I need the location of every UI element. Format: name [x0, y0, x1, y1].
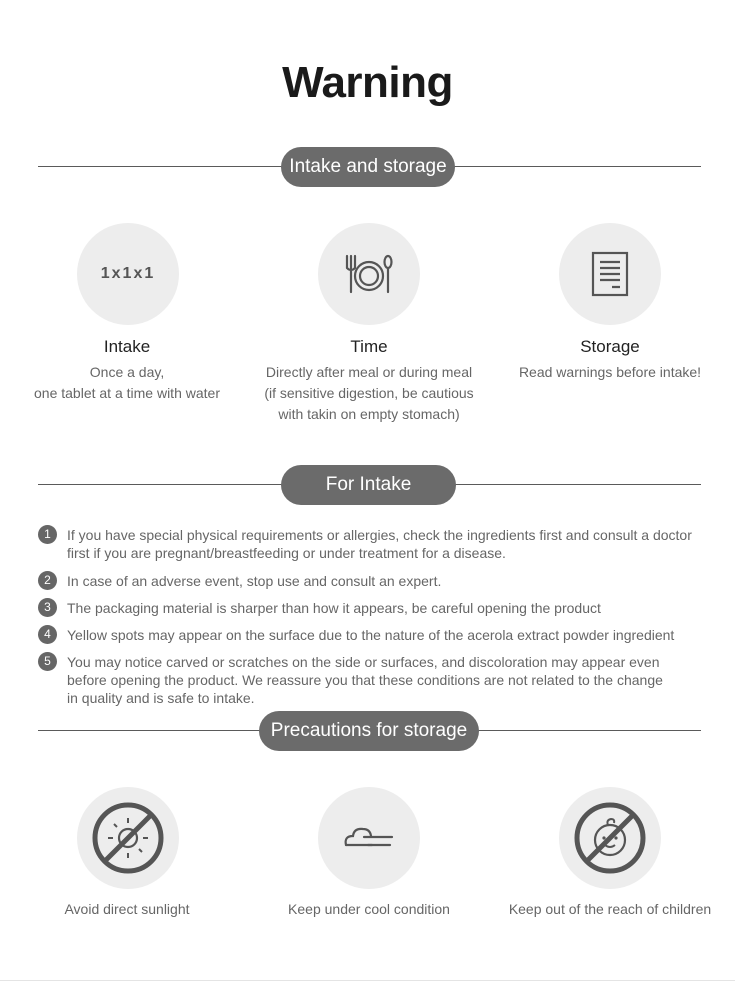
- time-desc-line: (if sensitive digestion, be cautious: [264, 385, 474, 401]
- storage-title: Storage: [580, 337, 640, 356]
- item-text: [67, 626, 707, 644]
- item-number-badge: 2: [38, 571, 57, 590]
- item-text-line: first if you are pregnant/breastfeeding or under treatment for a disease.: [67, 545, 506, 561]
- intake-title: Intake: [103, 337, 151, 356]
- cool-condition-label: Keep under cool condition: [288, 901, 450, 917]
- section-pill-precautions: Precautions for storage: [259, 711, 479, 751]
- item-number-badge: 5: [38, 652, 57, 671]
- plate-cutlery-icon: [341, 252, 397, 296]
- document-icon: [590, 250, 630, 298]
- intake-desc-line: Once a day,: [89, 364, 165, 380]
- item-text-line: You may notice carved or scratches on the side or surfaces, and discoloration may appear even: [67, 654, 660, 670]
- item-number-badge: 3: [38, 598, 57, 617]
- sunlight-icon-circle: [77, 787, 179, 889]
- time-desc-line: with takin on empty stomach): [278, 406, 460, 422]
- item-text-line: The packaging material is sharper than how it appears, be careful opening the product: [67, 600, 601, 616]
- item-text: [67, 599, 707, 617]
- children-reach-label: Keep out of the reach of children: [508, 901, 712, 917]
- time-desc-line: Directly after meal or during meal: [265, 364, 473, 380]
- item-text-line: In case of an adverse event, stop use and consult an expert.: [67, 573, 442, 589]
- section-pill-intake-storage: Intake and storage: [281, 147, 455, 187]
- storage-icon-circle: [559, 223, 661, 325]
- item-text: [67, 526, 707, 562]
- cool-air-icon: [342, 823, 396, 853]
- intake-desc-line: one tablet at a time with water: [34, 385, 220, 401]
- page-title: Warning: [282, 58, 453, 107]
- time-icon-circle: [318, 223, 420, 325]
- cool-icon-circle: [318, 787, 420, 889]
- item-text-line: If you have special physical requirements or allergies, check the ingredients first and consult a doctor: [67, 527, 692, 543]
- item-text: [67, 572, 707, 590]
- section-pill-for-intake: For Intake: [281, 465, 456, 505]
- item-text-line: Yellow spots may appear on the surface due to the nature of the acerola extract powder ingredient: [67, 627, 675, 643]
- item-text-line: before opening the product. We reassure you that these conditions are not related to the change: [67, 672, 663, 688]
- avoid-sunlight-label: Avoid direct sunlight: [64, 901, 190, 917]
- bottom-border: [0, 980, 735, 981]
- item-text-line: in quality and is safe to intake.: [67, 690, 255, 706]
- no-children-icon: [572, 800, 648, 876]
- ratio-icon: 1x1x1: [100, 265, 156, 282]
- no-sunlight-icon: [90, 800, 166, 876]
- item-text: [67, 653, 707, 707]
- intake-icon-circle: [77, 223, 179, 325]
- intake-description: [7, 362, 247, 404]
- item-number-badge: 1: [38, 525, 57, 544]
- storage-description: [490, 362, 730, 383]
- item-number-badge: 4: [38, 625, 57, 644]
- time-title: Time: [350, 337, 388, 356]
- storage-desc-line: Read warnings before intake!: [518, 364, 702, 380]
- children-icon-circle: [559, 787, 661, 889]
- time-description: [249, 362, 489, 425]
